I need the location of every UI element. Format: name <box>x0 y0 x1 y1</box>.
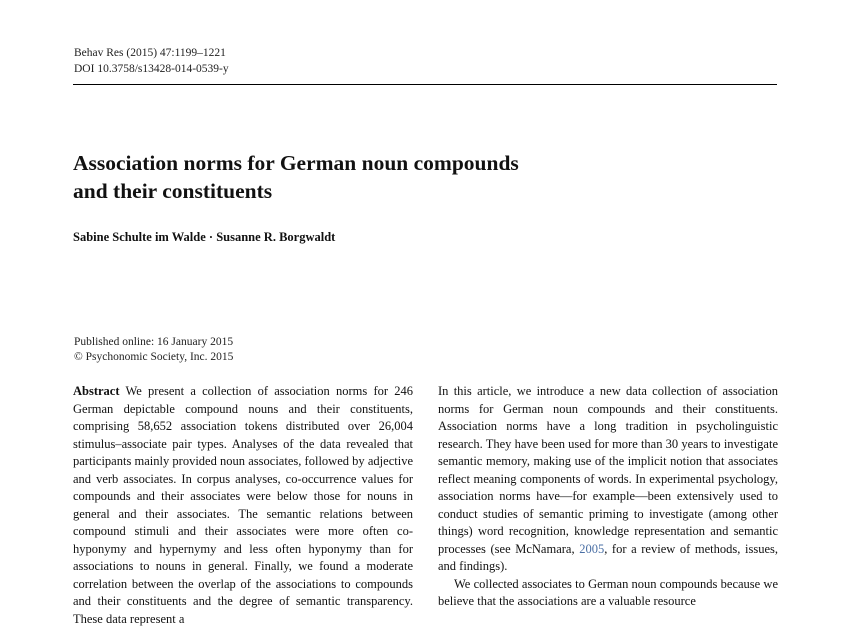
title-line-1: Association norms for German noun compounds <box>73 151 519 175</box>
intro-text-1a: In this article, we introduce a new data collection of association norms for German noun compounds and their constituents. Association norms have a long tradition in psycholinguistic research. They have been used for more than 30 years to investigate semantic memory, making use of the implicit notion that associates reflect meaning components of words. In experimental psychology, association norms have—for example—been extensively used to conduct studies of semantic priming to investigate (among other things) word recognition, knowledge representation and semantic processes (see McNamara, <box>438 384 778 556</box>
abstract-text: We present a collection of association norms for 246 German depictable compound nouns and their constituents, comprising 58,652 association tokens distributed over 26,004 stimulus–associate pair types. Analyses of the data revealed that participants mainly provided noun associates, followed by adjective and verb associates. In corpus analyses, co-occurrence values for compounds and their associates were below those for nouns in general and their associates. The semantic relations between compound stimuli and their associates were more often co-hyponymy and hypernymy and less often hyponymy than for associations to nouns in general. Finally, we found a moderate correlation between the overlap of the associations to compounds and their constituents and the degree of semantic transparency. These data represent a <box>73 384 413 626</box>
journal-header <box>74 45 229 77</box>
header-divider <box>73 84 777 85</box>
journal-citation: Behav Res (2015) 47:1199–1221 <box>74 47 226 59</box>
publication-info <box>74 335 233 365</box>
intro-text-1b: , for a review of methods, issues, and findings). <box>438 541 778 573</box>
intro-paragraph-1 <box>438 383 778 576</box>
intro-paragraph-2: We collected associates to German noun compounds because we believe that the associations are a valuable resource <box>438 576 778 608</box>
introduction-column <box>438 383 778 611</box>
doi-link[interactable]: DOI 10.3758/s13428-014-0539-y <box>74 63 229 75</box>
abstract-column <box>73 383 413 628</box>
title-line-2: and their constituents <box>73 179 273 203</box>
citation-link[interactable]: 2005 <box>579 541 605 556</box>
abstract-paragraph <box>73 383 413 628</box>
published-date: Published online: 16 January 2015 <box>74 336 234 348</box>
article-title <box>73 149 713 205</box>
copyright-notice: © Psychonomic Society, Inc. 2015 <box>74 351 234 363</box>
abstract-label: Abstract <box>73 384 120 398</box>
author-list: Sabine Schulte im Walde · Susanne R. Borgwaldt <box>73 230 336 244</box>
